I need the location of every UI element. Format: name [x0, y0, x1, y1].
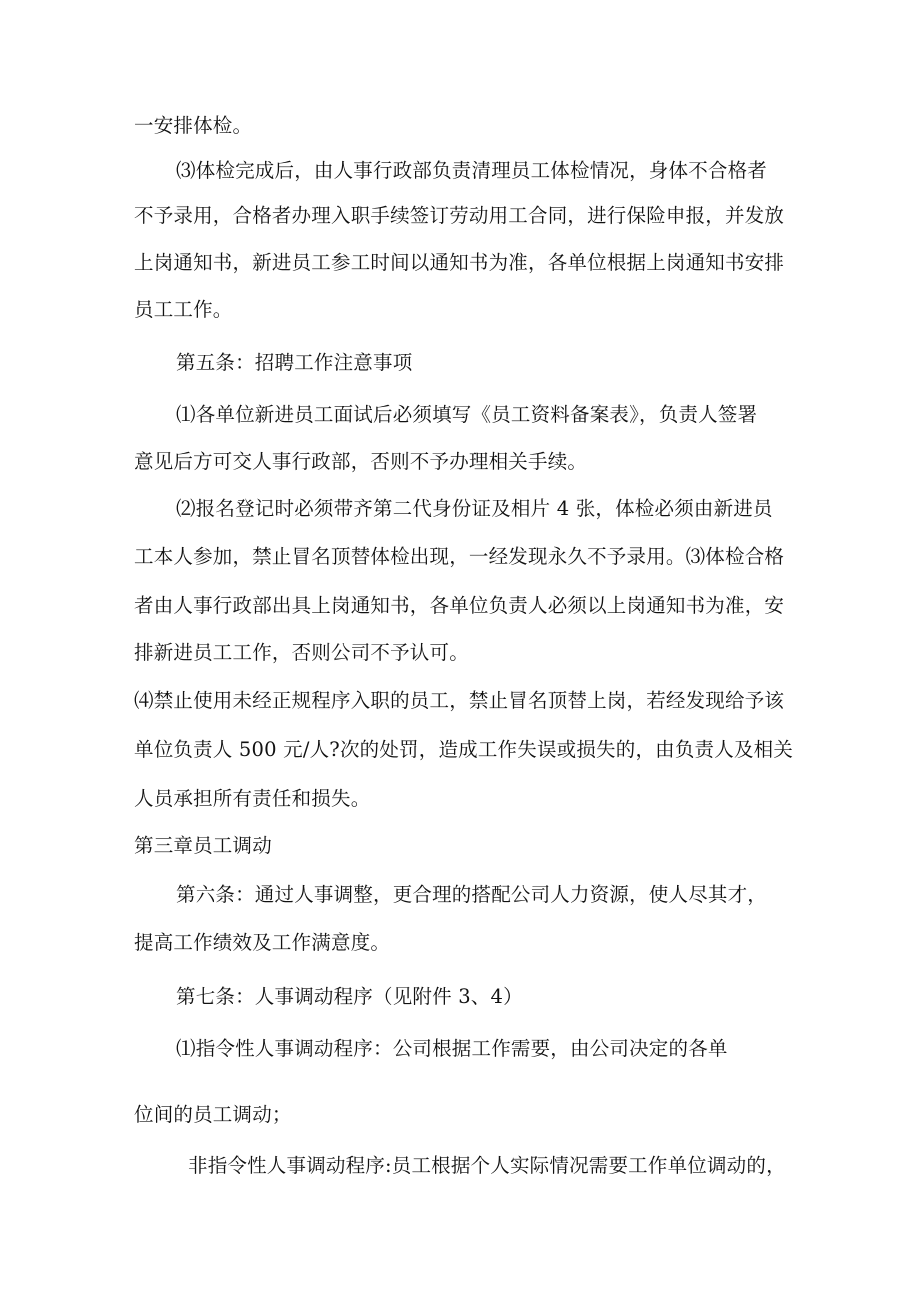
- text-line-22: 非指令性人事调动程序:员工根据个人实际情况需要工作单位调动的，: [188, 1154, 786, 1177]
- text-line-14: 单位负责人 500 元/人?次的处罚，造成工作失误或损失的，由负责人及相关: [134, 738, 794, 761]
- chapter-3-heading: 第三章员工调动: [134, 834, 272, 857]
- text-line-10: 工本人参加，禁止冒名顶替体检出现，一经发现永久不予录用。⑶体检合格: [134, 545, 785, 568]
- text-line-1: 一安排体检。: [134, 114, 253, 137]
- text-line-20: ⑴指令性人事调动程序：公司根据工作需要，由公司决定的各单: [176, 1037, 728, 1060]
- text-line-12: 排新进员工工作，否则公司不予认可。: [134, 641, 469, 664]
- text-line-5: 员工工作。: [134, 298, 233, 321]
- text-line-4: 上岗通知书，新进员工参工时间以通知书为准，各单位根据上岗通知书安排: [134, 251, 785, 274]
- article-6-line-2: 提高工作绩效及工作满意度。: [134, 931, 391, 954]
- text-line-2: ⑶体检完成后，由人事行政部负责清理员工体检情况，身体不合格者: [176, 159, 768, 182]
- article-6-line-1: 第六条：通过人事调整，更合理的搭配公司人力资源，使人尽其才，: [176, 883, 768, 906]
- text-line-3: 不予录用，合格者办理入职手续签订劳动用工合同，进行保险申报，并发放: [134, 204, 785, 227]
- text-line-11: 者由人事行政部出具上岗通知书，各单位负责人必须以上岗通知书为准，安: [134, 594, 785, 617]
- text-line-7: ⑴各单位新进员工面试后必须填写《员工资料备案表》，负责人签署: [176, 403, 758, 426]
- article-5-heading: 第五条：招聘工作注意事项: [176, 351, 413, 374]
- article-7-heading: 第七条：人事调动程序（见附件 3、4）: [176, 985, 523, 1008]
- text-line-13: ⑷禁止使用未经正规程序入职的员工，禁止冒名顶替上岗，若经发现给予该: [134, 689, 785, 712]
- text-line-15: 人员承担所有责任和损失。: [134, 787, 371, 810]
- text-line-21: 位间的员工调动；: [134, 1103, 292, 1126]
- text-line-8: 意见后方可交人事行政部，否则不予办理相关手续。: [134, 450, 588, 473]
- text-line-9: ⑵报名登记时必须带齐第二代身份证及相片 4 张，体检必须由新进员: [176, 497, 773, 520]
